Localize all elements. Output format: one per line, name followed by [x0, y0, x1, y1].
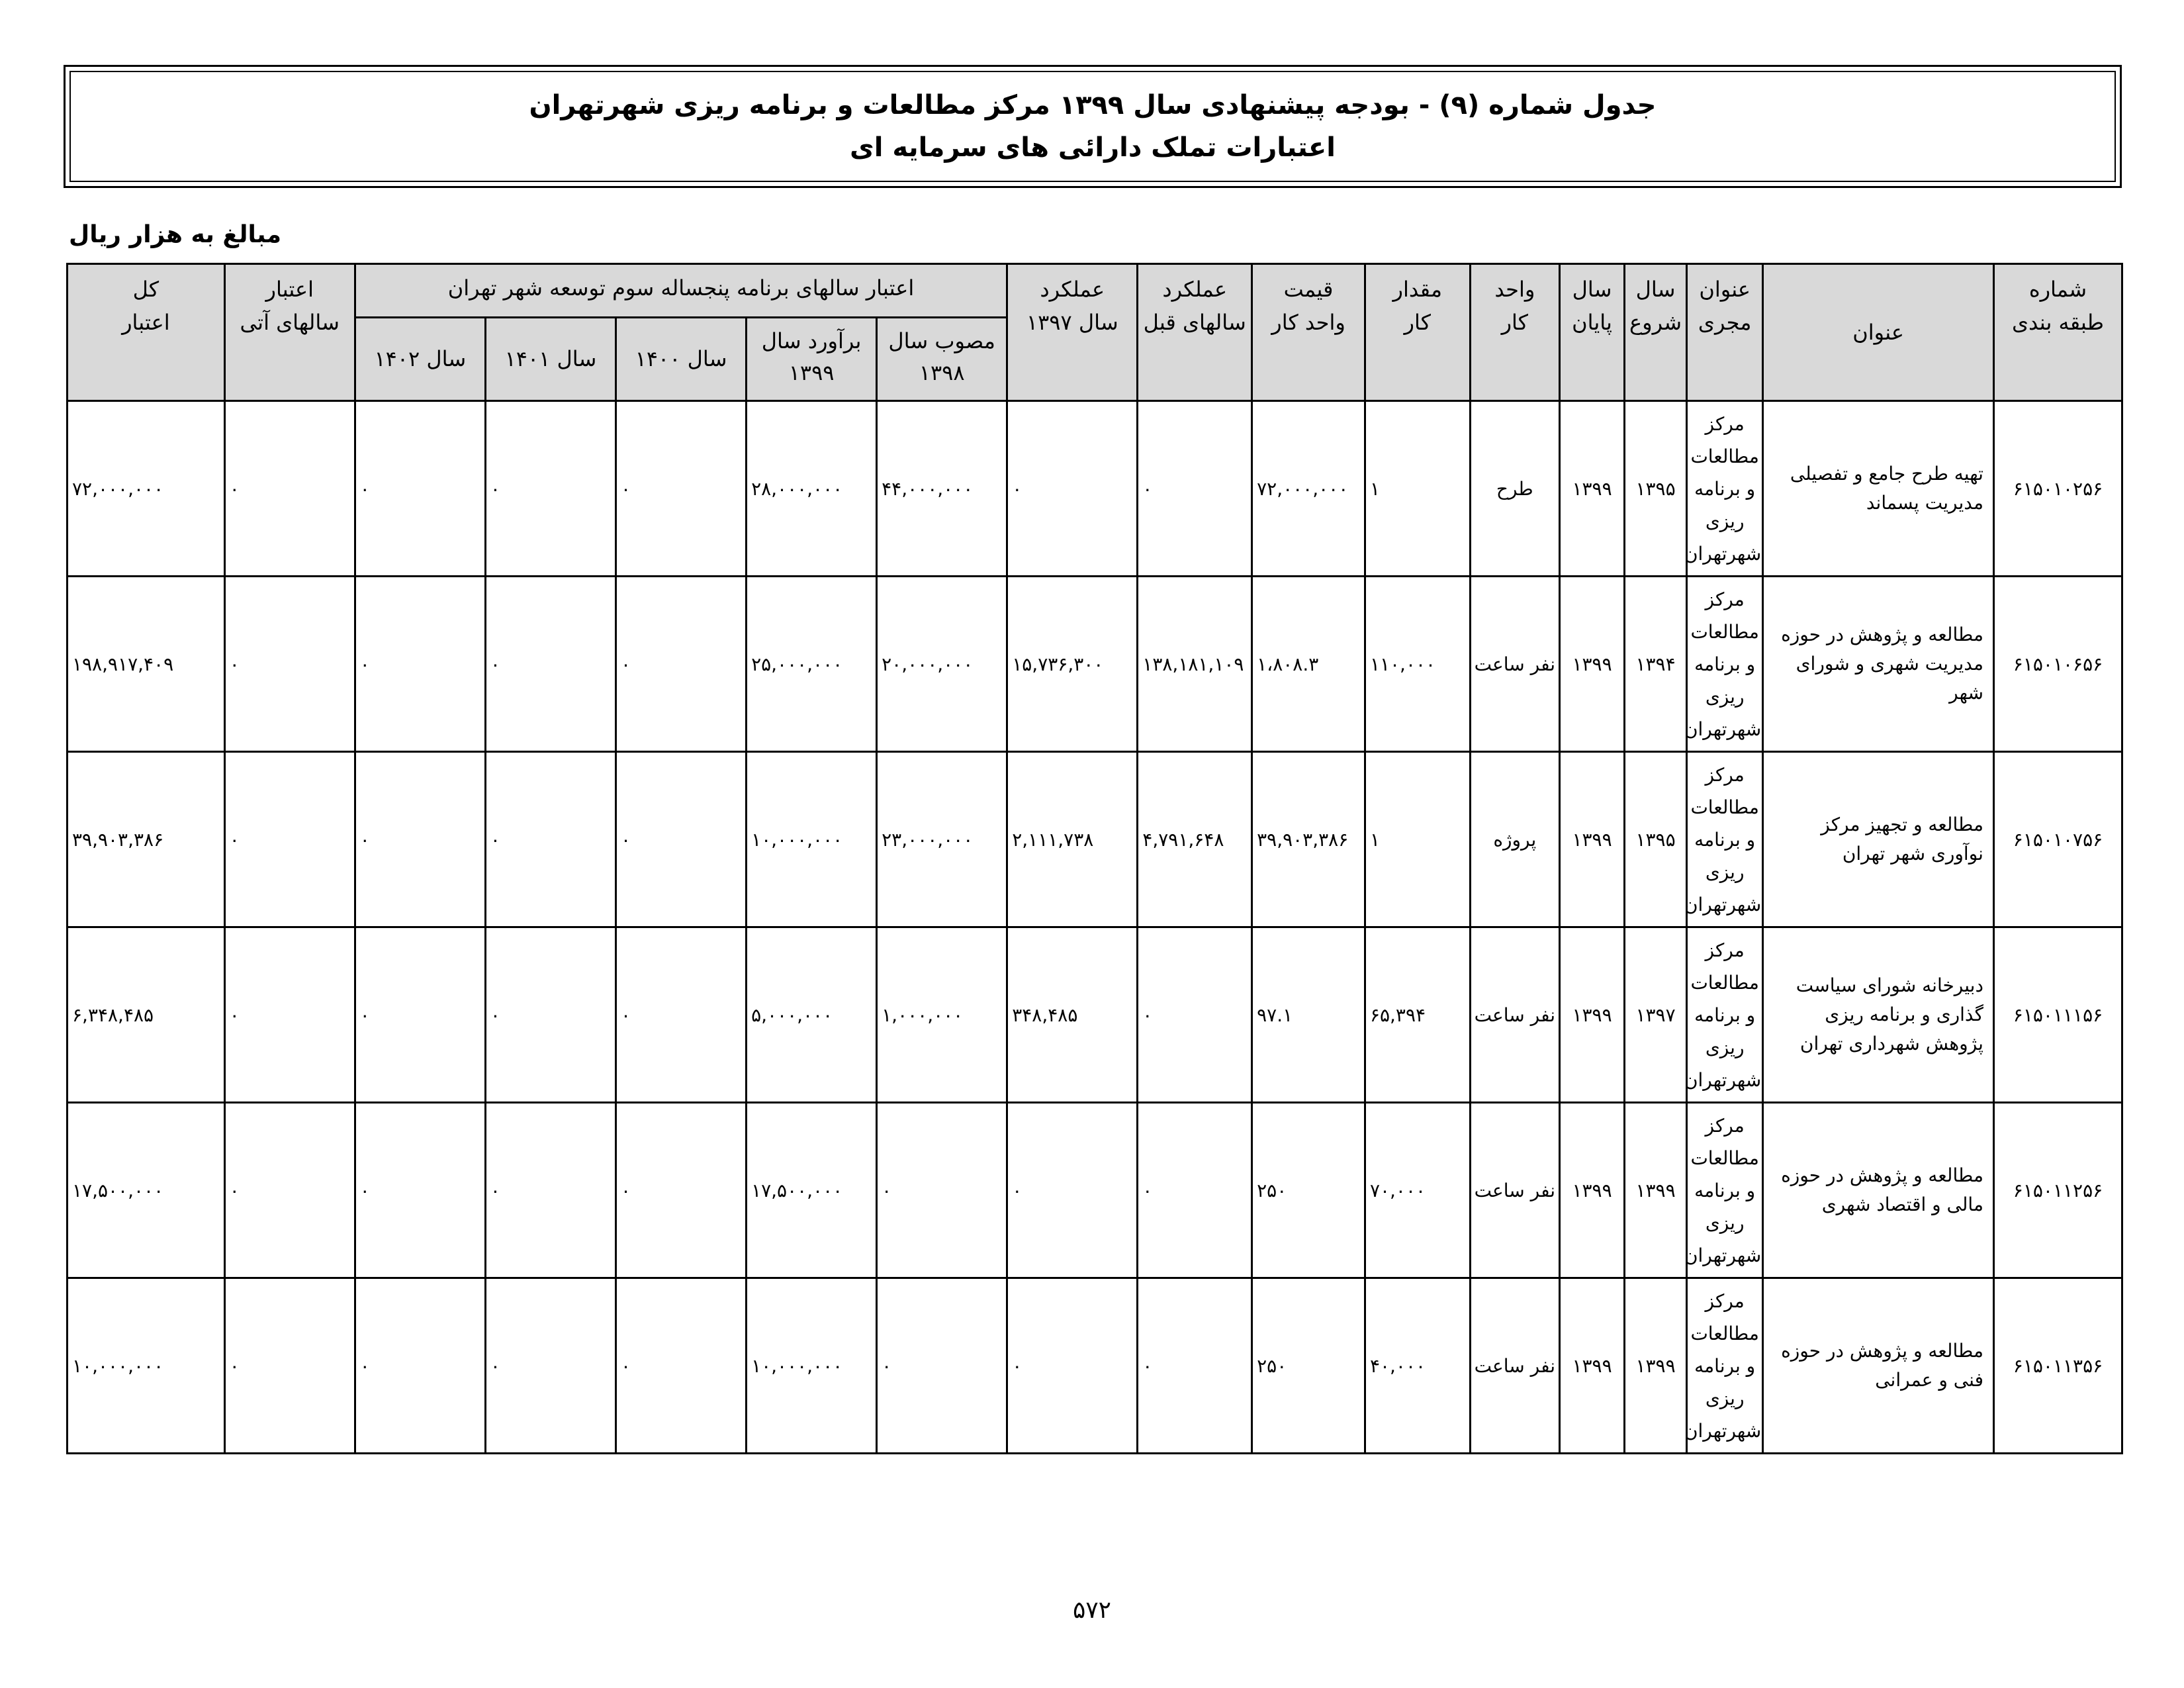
- cell-executor: [1684, 752, 1763, 927]
- cell-approved-1398: ۴۴,۰۰۰,۰۰۰: [877, 401, 1007, 577]
- executor-line: شهرتهران: [1684, 893, 1762, 915]
- header-perf-line1: عملکرد: [1040, 277, 1105, 302]
- cell-end-year: ۱۳۹۹: [1560, 927, 1625, 1103]
- header-start-year: [1625, 264, 1687, 401]
- cell-performance-1397: ۱۵,۷۳۶,۳۰۰: [1007, 577, 1138, 752]
- executor-line: شهرتهران: [1684, 718, 1762, 740]
- cell-start-year: ۱۳۹۹: [1625, 1103, 1687, 1278]
- cell-start-year: ۱۳۹۵: [1625, 752, 1687, 927]
- cell-code: ۶۱۵۰۱۰۶۵۶: [1993, 577, 2122, 752]
- executor-line: مطالعات: [1690, 445, 1759, 467]
- cell-approved-1398: ۲۳,۰۰۰,۰۰۰: [877, 752, 1007, 927]
- header-prior-performance: [1138, 264, 1252, 401]
- cell-total: ۳۹,۹۰۳,۳۸۶: [68, 752, 225, 927]
- title-inner-frame: [69, 71, 2116, 182]
- executor-line: مرکز: [1705, 412, 1745, 435]
- executor-line: ریزی: [1705, 1036, 1745, 1058]
- header-start-line2: شروع: [1629, 310, 1682, 335]
- executor-line: مرکز: [1705, 588, 1745, 610]
- cell-unit-price: ۲۵۰: [1252, 1103, 1365, 1278]
- header-unit-price: [1252, 264, 1365, 401]
- header-title: عنوان: [1763, 264, 1994, 401]
- cell-approved-1398: ۲۰,۰۰۰,۰۰۰: [877, 577, 1007, 752]
- cell-year-1400: ۰: [615, 401, 746, 577]
- header-prior-line1: عملکرد: [1162, 277, 1228, 302]
- page-title: جدول شماره (۹) - بودجه پیشنهادی سال ۱۳۹۹ مرکز مطالعات و برنامه ریزی شهرتهران: [529, 90, 1657, 120]
- executor-line: شهرتهران: [1684, 542, 1762, 565]
- cell-year-1402: ۰: [355, 1103, 485, 1278]
- cell-executor: [1684, 401, 1763, 577]
- header-future-line2: سالهای آتی: [240, 310, 340, 335]
- cell-quantity: ۷۰,۰۰۰: [1365, 1103, 1470, 1278]
- table-row: [68, 1103, 2122, 1278]
- header-estimate-line1: برآورد سال: [761, 328, 862, 353]
- cell-performance-1397: ۰: [1007, 401, 1138, 577]
- cell-quantity: ۶۵,۳۹۴: [1365, 927, 1470, 1103]
- cell-end-year: ۱۳۹۹: [1560, 401, 1625, 577]
- header-executor-line2: مجری: [1698, 310, 1752, 335]
- cell-year-1400: ۰: [615, 1103, 746, 1278]
- cell-code: ۶۱۵۰۱۰۷۵۶: [1993, 752, 2122, 927]
- cell-year-1402: ۰: [355, 752, 485, 927]
- cell-unit-price: ۷۲,۰۰۰,۰۰۰: [1252, 401, 1365, 577]
- header-quantity: [1365, 264, 1470, 401]
- header-year-1400: سال ۱۴۰۰: [615, 318, 746, 401]
- cell-title: مطالعه و تجهیز مرکز نوآوری شهر تهران: [1763, 752, 1994, 927]
- executor-line: ریزی: [1705, 1211, 1745, 1234]
- cell-unit-price: ۹۷.۱: [1252, 927, 1365, 1103]
- cell-end-year: ۱۳۹۹: [1560, 1103, 1625, 1278]
- header-total-line1: کل: [132, 277, 159, 302]
- header-approved-1398: [877, 318, 1007, 401]
- header-estimate-line2: ۱۳۹۹: [788, 360, 835, 385]
- cell-year-1400: ۰: [615, 1278, 746, 1454]
- table-row: [68, 1278, 2122, 1454]
- cell-end-year: ۱۳۹۹: [1560, 752, 1625, 927]
- cell-executor: [1684, 1278, 1763, 1454]
- cell-quantity: ۱: [1365, 752, 1470, 927]
- cell-quantity: ۱: [1365, 401, 1470, 577]
- cell-prior-performance: ۰: [1138, 927, 1252, 1103]
- cell-future: ۰: [224, 1278, 355, 1454]
- cell-title: مطالعه و پژوهش در حوزه فنی و عمرانی: [1763, 1278, 1994, 1454]
- header-total: [68, 264, 225, 401]
- cell-total: ۷۲,۰۰۰,۰۰۰: [68, 401, 225, 577]
- header-approved-line2: ۱۳۹۸: [919, 360, 965, 385]
- page-subtitle: اعتبارات تملک دارائی های سرمایه ای: [850, 132, 1336, 163]
- cell-year-1401: ۰: [485, 577, 615, 752]
- executor-line: مطالعات: [1690, 1147, 1759, 1169]
- cell-year-1400: ۰: [615, 577, 746, 752]
- cell-quantity: ۴۰,۰۰۰: [1365, 1278, 1470, 1454]
- executor-line: مرکز: [1705, 939, 1745, 961]
- cell-title: مطالعه و پژوهش در حوزه مدیریت شهری و شورای شهر: [1763, 577, 1994, 752]
- cell-title: تهیه طرح جامع و تفصیلی مدیریت پسماند: [1763, 401, 1994, 577]
- executor-line: مرکز: [1705, 1289, 1745, 1312]
- cell-code: ۶۱۵۰۱۰۲۵۶: [1993, 401, 2122, 577]
- cell-executor: [1684, 577, 1763, 752]
- header-end-year: [1560, 264, 1625, 401]
- cell-title: دبیرخانه شورای سیاست گذاری و برنامه ریزی پژوهش شهرداری تهران: [1763, 927, 1994, 1103]
- cell-unit-price: ۳۹,۹۰۳,۳۸۶: [1252, 752, 1365, 927]
- executor-line: ریزی: [1705, 861, 1745, 883]
- cell-prior-performance: ۱۳۸,۱۸۱,۱۰۹: [1138, 577, 1252, 752]
- header-quantity-line2: کار: [1404, 310, 1431, 335]
- cell-future: ۰: [224, 927, 355, 1103]
- cell-end-year: ۱۳۹۹: [1560, 1278, 1625, 1454]
- executor-line: و برنامه: [1694, 828, 1756, 851]
- cell-prior-performance: ۰: [1138, 1278, 1252, 1454]
- table-row: [68, 401, 2122, 577]
- header-price-line1: قیمت: [1283, 277, 1334, 302]
- table-row: [68, 752, 2122, 927]
- header-executor: [1687, 264, 1763, 401]
- header-approved-line1: مصوب سال: [888, 328, 995, 353]
- cell-performance-1397: ۰: [1007, 1103, 1138, 1278]
- executor-line: و برنامه: [1694, 1179, 1756, 1201]
- header-end-line1: سال: [1572, 277, 1612, 302]
- cell-future: ۰: [224, 401, 355, 577]
- header-perf-line2: سال ۱۳۹۷: [1026, 310, 1118, 335]
- executor-line: مطالعات: [1690, 971, 1759, 994]
- header-performance-1397: [1007, 264, 1138, 401]
- cell-year-1400: ۰: [615, 752, 746, 927]
- cell-title: مطالعه و پژوهش در حوزه مالی و اقتصاد شهری: [1763, 1103, 1994, 1278]
- cell-year-1402: ۰: [355, 927, 485, 1103]
- cell-estimate-1399: ۲۵,۰۰۰,۰۰۰: [747, 577, 877, 752]
- cell-year-1401: ۰: [485, 927, 615, 1103]
- cell-performance-1397: ۰: [1007, 1278, 1138, 1454]
- header-estimate-1399: [747, 318, 877, 401]
- cell-executor: [1684, 1103, 1763, 1278]
- cell-unit-price: ۲۵۰: [1252, 1278, 1365, 1454]
- cell-future: ۰: [224, 577, 355, 752]
- executor-line: ریزی: [1705, 685, 1745, 708]
- header-year-1402: سال ۱۴۰۲: [355, 318, 485, 401]
- cell-year-1401: ۰: [485, 752, 615, 927]
- cell-approved-1398: ۰: [877, 1103, 1007, 1278]
- executor-line: شهرتهران: [1684, 1068, 1762, 1091]
- cell-start-year: ۱۳۹۹: [1625, 1278, 1687, 1454]
- header-code-line1: شماره: [2028, 277, 2087, 302]
- cell-unit: نفر ساعت: [1470, 1278, 1559, 1454]
- cell-unit: پروژه: [1470, 752, 1559, 927]
- cell-code: ۶۱۵۰۱۱۳۵۶: [1993, 1278, 2122, 1454]
- cell-future: ۰: [224, 1103, 355, 1278]
- cell-total: ۶,۳۴۸,۴۸۵: [68, 927, 225, 1103]
- cell-year-1402: ۰: [355, 577, 485, 752]
- cell-unit: نفر ساعت: [1470, 927, 1559, 1103]
- cell-start-year: ۱۳۹۵: [1625, 401, 1687, 577]
- executor-line: شهرتهران: [1684, 1244, 1762, 1266]
- cell-total: ۱۰,۰۰۰,۰۰۰: [68, 1278, 225, 1454]
- cell-year-1401: ۰: [485, 1278, 615, 1454]
- cell-code: ۶۱۵۰۱۱۲۵۶: [1993, 1103, 2122, 1278]
- cell-unit-price: ۱،۸۰۸.۳: [1252, 577, 1365, 752]
- executor-line: و برنامه: [1694, 477, 1756, 500]
- cell-year-1402: ۰: [355, 1278, 485, 1454]
- cell-approved-1398: ۱,۰۰۰,۰۰۰: [877, 927, 1007, 1103]
- cell-year-1400: ۰: [615, 927, 746, 1103]
- executor-line: و برنامه: [1694, 1354, 1756, 1377]
- executor-line: مطالعات: [1690, 796, 1759, 818]
- page-number: ۵۷۲: [1072, 1597, 1111, 1624]
- cell-start-year: ۱۳۹۷: [1625, 927, 1687, 1103]
- header-year-1401: سال ۱۴۰۱: [485, 318, 615, 401]
- cell-year-1402: ۰: [355, 401, 485, 577]
- cell-future: ۰: [224, 752, 355, 927]
- header-future-line1: اعتبار: [265, 277, 314, 302]
- cell-total: ۱۷,۵۰۰,۰۰۰: [68, 1103, 225, 1278]
- header-program-group: اعتبار سالهای برنامه پنجساله سوم توسعه شهر تهران: [355, 264, 1007, 318]
- cell-unit: نفر ساعت: [1470, 1103, 1559, 1278]
- cell-unit: طرح: [1470, 401, 1559, 577]
- header-executor-line1: عنوان: [1699, 277, 1751, 302]
- cell-prior-performance: ۰: [1138, 1103, 1252, 1278]
- header-unit-line1: واحد: [1494, 277, 1535, 302]
- header-total-line2: اعتبار: [122, 310, 170, 335]
- cell-end-year: ۱۳۹۹: [1560, 577, 1625, 752]
- executor-line: مرکز: [1705, 1114, 1745, 1137]
- table-row: [68, 927, 2122, 1103]
- cell-performance-1397: ۳۴۸,۴۸۵: [1007, 927, 1138, 1103]
- cell-estimate-1399: ۲۸,۰۰۰,۰۰۰: [747, 401, 877, 577]
- cell-prior-performance: ۰: [1138, 401, 1252, 577]
- cell-code: ۶۱۵۰۱۱۱۵۶: [1993, 927, 2122, 1103]
- cell-estimate-1399: ۱۰,۰۰۰,۰۰۰: [747, 1278, 877, 1454]
- cell-quantity: ۱۱۰,۰۰۰: [1365, 577, 1470, 752]
- header-unit: [1470, 264, 1559, 401]
- executor-line: و برنامه: [1694, 653, 1756, 675]
- cell-prior-performance: ۴,۷۹۱,۶۴۸: [1138, 752, 1252, 927]
- header-start-line1: سال: [1635, 277, 1676, 302]
- header-code: [1993, 264, 2122, 401]
- cell-unit: نفر ساعت: [1470, 577, 1559, 752]
- header-end-line2: پایان: [1572, 310, 1612, 335]
- cell-executor: [1684, 927, 1763, 1103]
- header-prior-line2: سالهای قبل: [1143, 310, 1246, 335]
- cell-estimate-1399: ۱۷,۵۰۰,۰۰۰: [747, 1103, 877, 1278]
- budget-table: [66, 263, 2123, 1454]
- executor-line: ریزی: [1705, 510, 1745, 532]
- executor-line: مرکز: [1705, 763, 1745, 786]
- cell-start-year: ۱۳۹۴: [1625, 577, 1687, 752]
- executor-line: مطالعات: [1690, 620, 1759, 643]
- title-box: [64, 65, 2122, 188]
- cell-year-1401: ۰: [485, 401, 615, 577]
- cell-estimate-1399: ۱۰,۰۰۰,۰۰۰: [747, 752, 877, 927]
- cell-estimate-1399: ۵,۰۰۰,۰۰۰: [747, 927, 877, 1103]
- header-quantity-line1: مقدار: [1392, 277, 1442, 302]
- table-row: [68, 577, 2122, 752]
- executor-line: و برنامه: [1694, 1004, 1756, 1026]
- cell-year-1401: ۰: [485, 1103, 615, 1278]
- cell-approved-1398: ۰: [877, 1278, 1007, 1454]
- header-future: [224, 264, 355, 401]
- cell-total: ۱۹۸,۹۱۷,۴۰۹: [68, 577, 225, 752]
- executor-line: شهرتهران: [1684, 1419, 1762, 1442]
- header-code-line2: طبقه بندی: [2011, 310, 2104, 335]
- executor-line: ریزی: [1705, 1387, 1745, 1409]
- executor-line: مطالعات: [1690, 1322, 1759, 1344]
- header-price-line2: واحد کار: [1271, 310, 1345, 335]
- header-unit-line2: کار: [1501, 310, 1529, 335]
- cell-performance-1397: ۲,۱۱۱,۷۳۸: [1007, 752, 1138, 927]
- unit-note: مبالغ به هزار ریال: [69, 221, 281, 248]
